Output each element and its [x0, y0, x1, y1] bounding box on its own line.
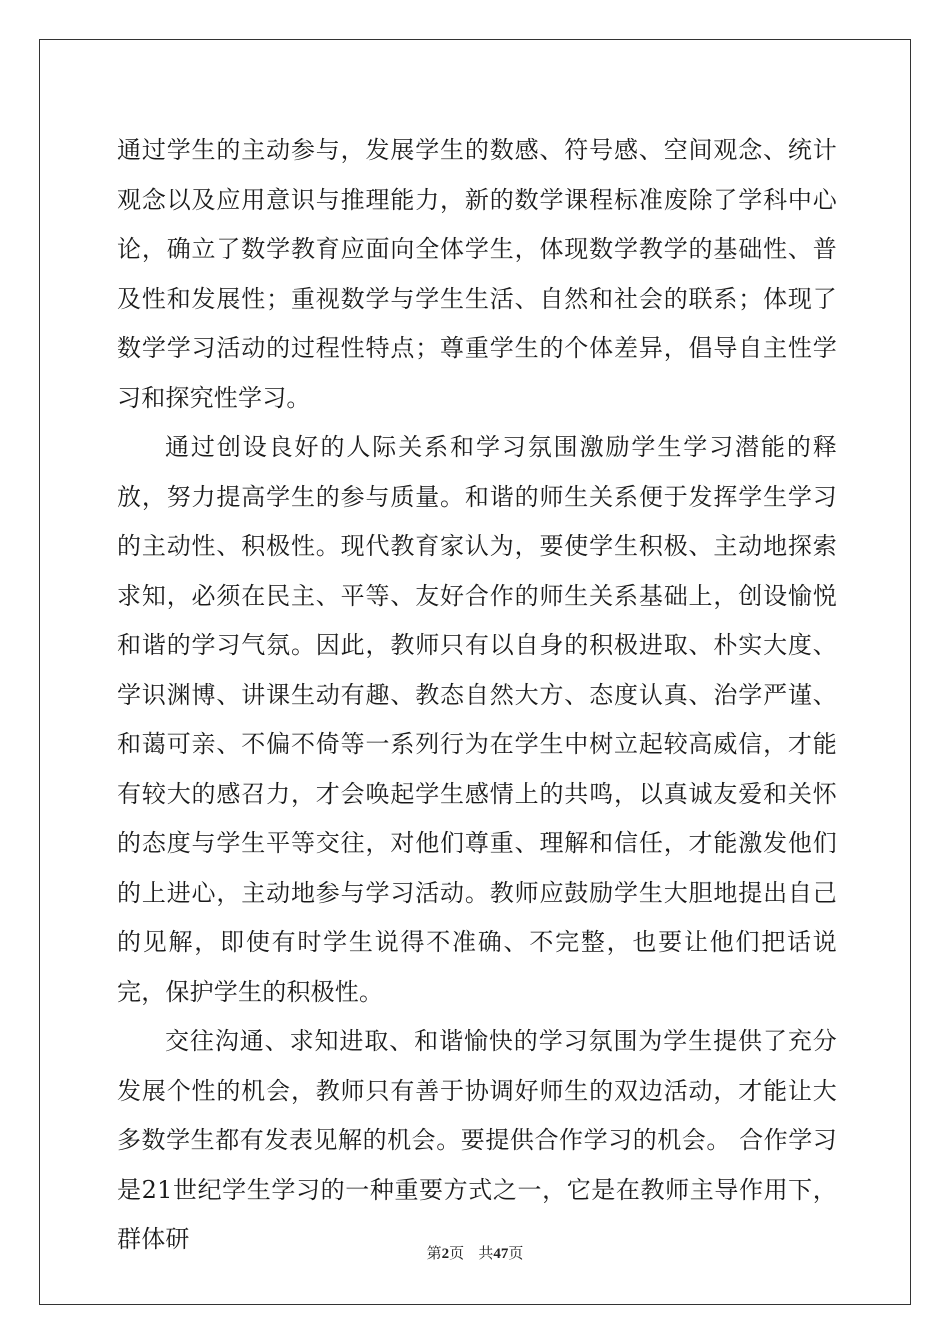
paragraph-1: 通过学生的主动参与，发展学生的数感、符号感、空间观念、统计观念以及应用意识与推理能力，新的数学课程标准废除了学科中心论，确立了数学教育应面向全体学生，体现数学教学的基础性、普及性和发展性；重视数学与学生生活、自然和社会的联系；体现了数学学习活动的过程性特点；尊重学生的个体差异，倡导自主性学习和探究性学习。 — [117, 136, 837, 412]
page-footer — [0, 1242, 950, 1263]
page-prefix: 第 — [426, 1244, 442, 1262]
page-number: 2 — [441, 1246, 450, 1262]
paragraph-2: 通过创设良好的人际关系和学习氛围激励学生学习潜能的释放，努力提高学生的参与质量。和谐的师生关系便于发挥学生学习的主动性、积极性。现代教育家认为，要使学生积极、主动地探索求知，必须在民主、平等、友好合作的师生关系基础上，创设愉悦和谐的学习气氛。因此，教师只有以自身的积极进取、朴实大度、学识渊博、讲课生动有趣、教态自然大方、态度认真、治学严谨、和蔼可亲、不偏不倚等一系列行为在学生中树立起较高威信，才能有较大的感召力，才会唤起学生感情上的共鸣，以真诚友爱和关怀的态度与学生平等交往，对他们尊重、理解和信任，才能激发他们的上进心，主动地参与学习活动。教师应鼓励学生大胆地提出自己的见解，即使有时学生说得不准确、不完整，也要让他们把话说完，保护学生的积极性。 — [117, 433, 837, 1006]
total-prefix: 共 — [478, 1244, 494, 1262]
total-pages: 47 — [493, 1246, 509, 1262]
document-body — [117, 126, 837, 1265]
paragraph-3: 交往沟通、求知进取、和谐愉快的学习氛围为学生提供了充分发展个性的机会，教师只有善于协调好师生的双边活动，才能让大多数学生都有发表见解的机会。要提供合作学习的机会。 合作学习是21世纪学生学习的一种重要方式之一，它是在教师主导作用下，群体研 — [117, 1027, 837, 1253]
page-suffix: 页 — [449, 1244, 465, 1262]
total-suffix: 页 — [508, 1244, 524, 1262]
